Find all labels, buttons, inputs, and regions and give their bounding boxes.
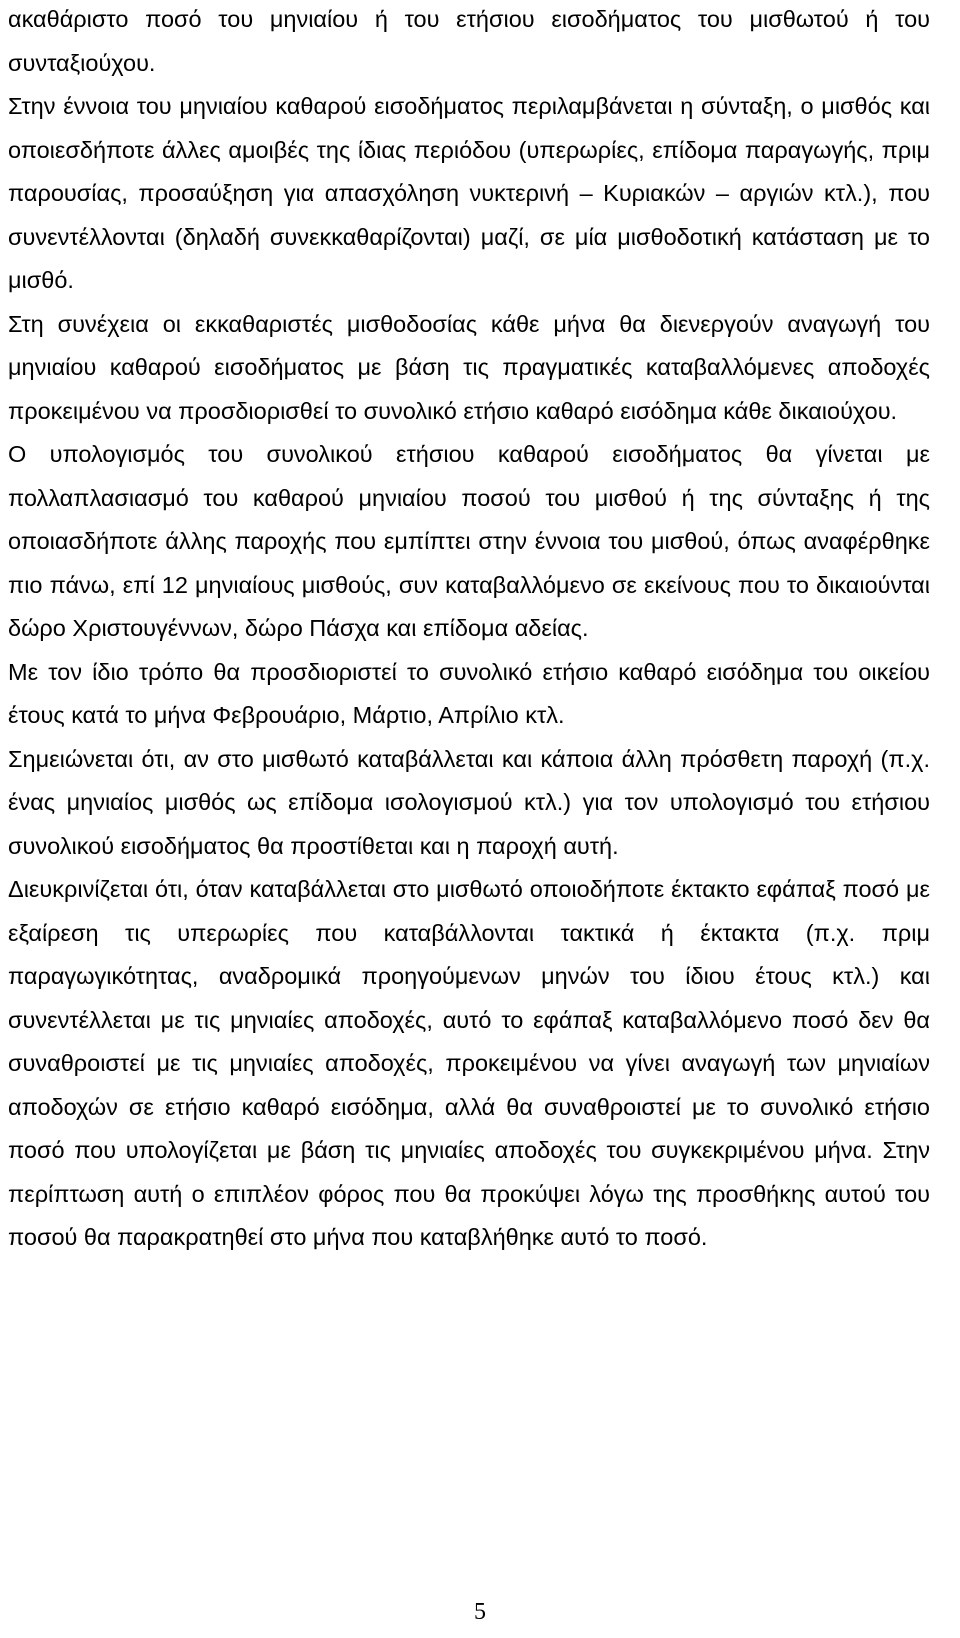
document-body xyxy=(8,0,930,1260)
paragraph-4: Ο υπολογισμός του συνολικού ετήσιου καθαρού εισοδήματος θα γίνεται με πολλαπλασιασμό του καθαρού μηνιαίου ποσού του μισθού ή της σύνταξης ή της οποιασδήποτε άλλης παροχής που εμπίπτει στην έννοια του μισθού, όπως αναφέρθηκε πιο πάνω, επί 12 μηνιαίους μισθούς, συν καταβαλλόμενο σε εκείνους που το δικαιούνται δώρο Χριστουγέννων, δώρο Πάσχα και επίδομα αδείας. xyxy=(8,441,930,641)
paragraph-2: Στην έννοια του μηνιαίου καθαρού εισοδήματος περιλαμβάνεται η σύνταξη, ο μισθός και οποιεσδήποτε άλλες αμοιβές της ίδιας περιόδου (υπερωρίες, επίδομα παραγωγής, πριμ παρουσίας, προσαύξηση για απασχόληση νυκτερινή – Κυριακών – αργιών κτλ.), που συνεντέλλονται (δηλαδή συνεκκαθαρίζονται) μαζί, σε μία μισθοδοτική κατάσταση με το μισθό. xyxy=(8,93,930,293)
paragraph-3: Στη συνέχεια οι εκκαθαριστές μισθοδοσίας κάθε μήνα θα διενεργούν αναγωγή του μηνιαίου καθαρού εισοδήματος με βάση τις πραγματικές καταβαλλόμενες αποδοχές προκειμένου να προσδιορισθεί το συνολικό ετήσιο καθαρό εισόδημα κάθε δικαιούχου. xyxy=(8,310,930,424)
page-number: 5 xyxy=(474,1599,486,1625)
paragraph-1: ακαθάριστο ποσό του μηνιαίου ή του ετήσιου εισοδήματος του μισθωτού ή του συνταξιούχου. xyxy=(8,6,930,76)
paragraph-7: Διευκρινίζεται ότι, όταν καταβάλλεται στο μισθωτό οποιοδήποτε έκτακτο εφάπαξ ποσό με εξαίρεση τις υπερωρίες που καταβάλλονται τακτικά ή έκτακτα (π.χ. πριμ παραγωγικότητας, αναδρομικά προηγούμενων μηνών του ίδιου έτους κτλ.) και συνεντέλλεται με τις μηνιαίες αποδοχές, αυτό το εφάπαξ καταβαλλόμενο ποσό δεν θα συναθροιστεί με τις μηνιαίες αποδοχές, προκειμένου να γίνει αναγωγή των μηνιαίων αποδοχών σε ετήσιο καθαρό εισόδημα, αλλά θα συναθροιστεί με το συνολικό ετήσιο ποσό που υπολογίζεται με βάση τις μηνιαίες αποδοχές του συγκεκριμένου μήνα. Στην περίπτωση αυτή ο επιπλέον φόρος που θα προκύψει λόγω της προσθήκης αυτού του ποσού θα παρακρατηθεί στο μήνα που καταβλήθηκε αυτό το ποσό. xyxy=(8,876,930,1250)
paragraph-6: Σημειώνεται ότι, αν στο μισθωτό καταβάλλεται και κάποια άλλη πρόσθετη παροχή (π.χ. ένας μηνιαίος μισθός ως επίδομα ισολογισμού κτλ.) για τον υπολογισμό του ετήσιου συνολικού εισοδήματος θα προστίθεται και η παροχή αυτή. xyxy=(8,745,930,859)
paragraph-5: Με τον ίδιο τρόπο θα προσδιοριστεί το συνολικό ετήσιο καθαρό εισόδημα του οικείου έτους κατά το μήνα Φεβρουάριο, Μάρτιο, Απρίλιο κτλ. xyxy=(8,658,930,728)
